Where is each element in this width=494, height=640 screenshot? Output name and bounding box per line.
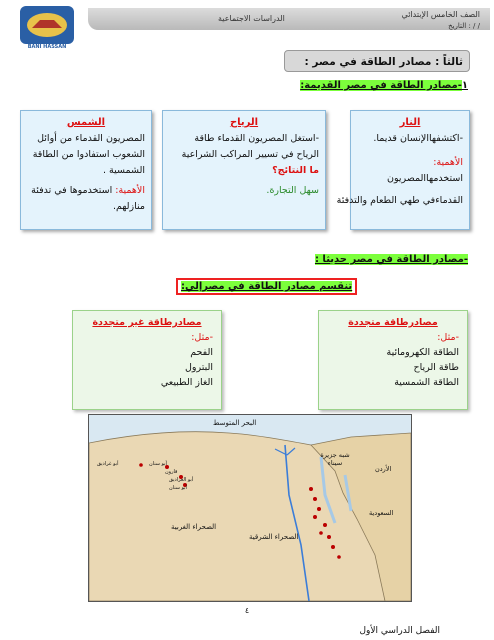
- note-sun-line1: المصريون القدماء من أوائل: [37, 133, 145, 144]
- note-wind: [162, 110, 326, 230]
- logo-text: BANI HASSAN: [27, 44, 67, 50]
- map-graphic: [89, 415, 411, 601]
- nonrenewable-item: الغاز الطبيعي: [160, 377, 213, 388]
- map-saudi-label: السعودية: [369, 509, 394, 517]
- note-sun-row4: [27, 183, 145, 199]
- renewable-title: مصادرطاقة متجددة: [348, 317, 438, 328]
- note-wind-title: الرياح: [229, 117, 259, 128]
- footer-text: الفصل الدراسي الأول: [359, 626, 440, 636]
- nonrenewable-box: [72, 310, 222, 410]
- renewable-item: طاقة الرياح: [413, 362, 459, 373]
- modern-heading-text: -مصادر الطاقة في مصر حديثا :: [314, 254, 468, 265]
- modern-heading: [315, 254, 468, 265]
- note-wind-line3: سهل التجارة.: [266, 185, 319, 196]
- note-sun-line4: استخدموها في تدفئة: [31, 185, 113, 196]
- map-eastern-desert-label: الصحراء الشرقية: [249, 533, 299, 541]
- renewable-item: الطاقة الكهرومائية: [386, 347, 459, 358]
- note-fire-row2: [357, 155, 463, 187]
- note-sun-line3: الشمسية .: [103, 165, 145, 176]
- note-sun-title: الشمس: [66, 117, 106, 128]
- note-wind-result: ما النتائج؟: [272, 165, 319, 176]
- map-sea-label: البحر المتوسط: [213, 419, 257, 427]
- ancient-heading-text: -مصادر الطاقة في مصر القديمة:: [300, 80, 462, 91]
- note-sun-line2: الشعوب استفادوا من الطاقة: [32, 149, 145, 160]
- egypt-energy-map: [88, 414, 412, 602]
- nonrenewable-item: البترول: [185, 362, 213, 373]
- map-place-label: أبو الغراديق: [169, 477, 194, 483]
- division-heading-text: تنقسم مصادر الطاقة في مصرإلي:: [181, 281, 353, 292]
- note-fire-line1: -اكتشفهاالإنسان قديما.: [373, 133, 463, 144]
- map-place-label: قارون: [165, 469, 178, 475]
- nonrenewable-title: مصادرطاقة غير متجددة: [92, 317, 202, 328]
- note-wind-line2: الرياح في تسيير المراكب الشراعية: [181, 149, 319, 160]
- note-sun-line5: منازلهم.: [112, 201, 145, 212]
- school-logo: [20, 6, 74, 44]
- renewable-box: [318, 310, 468, 410]
- nonrenewable-example: -مثل:: [191, 332, 213, 343]
- section-title: ثالثاً : مصادر الطاقة في مصر :: [284, 50, 470, 72]
- note-sun: [20, 110, 152, 230]
- renewable-example: -مثل:: [437, 332, 459, 343]
- map-jordan-label: الأردن: [375, 465, 392, 473]
- map-western-desert-label: الصحراء الغربية: [171, 523, 217, 531]
- note-fire: [336, 110, 470, 230]
- note-fire-line3: القدماءفي طهي الطعام والتدفئة: [336, 195, 463, 206]
- division-heading: [176, 278, 357, 295]
- note-sun-importance: الأهمية:: [115, 185, 145, 196]
- note-wind-line1: -استغل المصريون القدماء طاقة: [194, 133, 319, 144]
- note-fire-title: النار: [399, 117, 421, 128]
- note-fire-line2: استخدمهاالمصريون: [387, 173, 463, 184]
- map-place-label: أبو سنان: [149, 461, 167, 467]
- header-subject: الدراسات الاجتماعية: [218, 14, 285, 23]
- ancient-heading-num: ١: [461, 80, 468, 91]
- map-place-label: أبو سنان: [169, 485, 187, 491]
- map-place-label: أبو غراديق: [97, 461, 119, 467]
- note-fire-importance: الأهمية:: [433, 157, 463, 168]
- map-sinai-label: شبه جزيرة سيناء: [320, 451, 350, 467]
- header-grade: الصف الخامس الإبتدائي: [401, 10, 480, 19]
- renewable-item: الطاقة الشمسية: [394, 377, 459, 388]
- nonrenewable-item: الفحم: [190, 347, 213, 358]
- header-date: التاريخ : / /: [448, 22, 480, 30]
- page-number: ٤: [244, 606, 250, 615]
- ancient-heading: [300, 80, 468, 91]
